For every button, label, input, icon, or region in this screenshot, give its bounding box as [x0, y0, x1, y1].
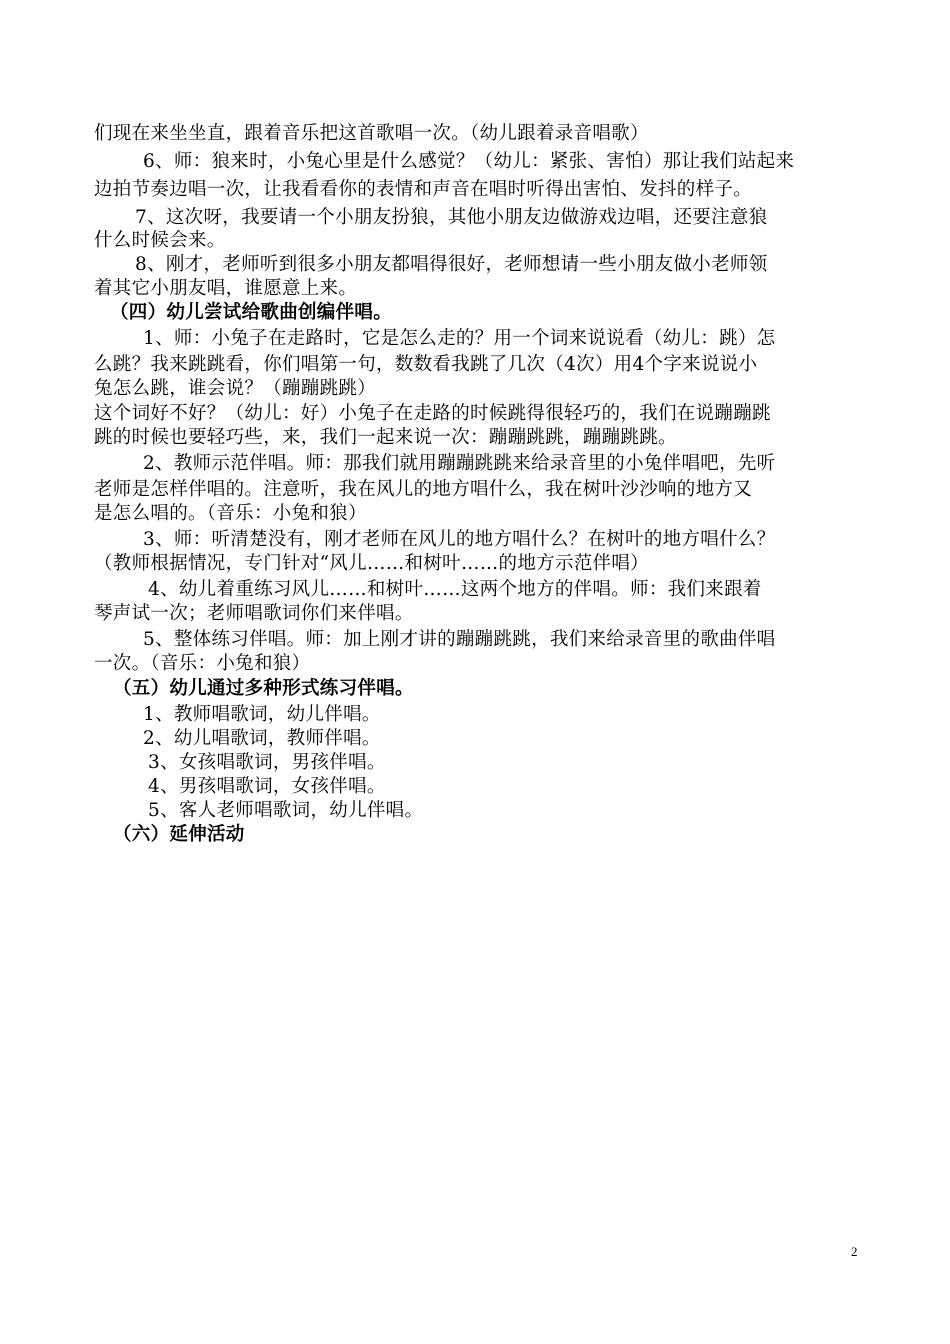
list-item: 4、男孩唱歌词，女孩伴唱。 — [148, 776, 386, 797]
text-line: 6、师：狼来时，小兔心里是什么感觉？（幼儿：紧张、害怕）那让我们站起来 — [143, 151, 795, 172]
text-line: 着其它小朋友唱，谁愿意上来。 — [94, 278, 358, 299]
list-item: 3、女孩唱歌词，男孩伴唱。 — [148, 752, 386, 773]
text-line: 们现在来坐坐直，跟着音乐把这首歌唱一次。（幼儿跟着录音唱歌） — [94, 123, 649, 144]
text-line: 4、幼儿着重练习风儿……和树叶……这两个地方的伴唱。师：我们来跟着 — [148, 579, 762, 600]
text-line: 么跳？我来跳跳看，你们唱第一句，数数看我跳了几次（4次）用4个字来说说小 — [94, 354, 758, 375]
text-line: 琴声试一次；老师唱歌词你们来伴唱。 — [94, 603, 414, 624]
list-item: 1、教师唱歌词，幼儿伴唱。 — [143, 704, 381, 725]
list-item: 5、客人老师唱歌词，幼儿伴唱。 — [148, 800, 424, 821]
section-heading: （五）幼儿通过多种形式练习伴唱。 — [113, 678, 414, 699]
text-line: 1、师：小兔子在走路时，它是怎么走的？用一个词来说说看（幼儿：跳）怎 — [143, 328, 776, 349]
text-line: 是怎么唱的。（音乐：小兔和狼） — [94, 503, 367, 524]
section-heading: （六）延伸活动 — [113, 824, 245, 845]
text-line: 3、师：听清楚没有，刚才老师在风儿的地方唱什么？在树叶的地方唱什么？ — [143, 529, 776, 550]
text-line: 7、这次呀，我要请一个小朋友扮狼，其他小朋友边做游戏边唱，还要注意狼 — [135, 207, 768, 228]
text-line: 老师是怎样伴唱的。注意听，我在风儿的地方唱什么，我在树叶沙沙响的地方又 — [94, 479, 753, 500]
page-number: 2 — [851, 1244, 858, 1259]
text-line: 边拍节奏边唱一次，让我看看你的表情和声音在唱时听得出害怕、发抖的样子。 — [94, 179, 753, 200]
text-line: （教师根据情况，专门针对“风儿……和树叶……的地方示范伴唱） — [94, 553, 649, 574]
text-line: 这个词好不好？（幼儿：好）小兔子在走路的时候跳得很轻巧的，我们在说蹦蹦跳 — [94, 403, 771, 424]
text-line: 一次。（音乐：小兔和狼） — [94, 653, 311, 674]
text-line: 2、教师示范伴唱。师：那我们就用蹦蹦跳跳来给录音里的小兔伴唱吧，先听 — [143, 453, 776, 474]
text-line: 什么时候会来。 — [94, 230, 226, 251]
text-line: 5、整体练习伴唱。师：加上刚才讲的蹦蹦跳跳，我们来给录音里的歌曲伴唱 — [143, 629, 776, 650]
text-line: 跳的时候也要轻巧些，来，我们一起来说一次：蹦蹦跳跳，蹦蹦跳跳。 — [94, 427, 677, 448]
text-line: 兔怎么跳，谁会说？（蹦蹦跳跳） — [94, 378, 377, 399]
section-heading: （四）幼儿尝试给歌曲创编伴唱。 — [110, 302, 393, 323]
list-item: 2、幼儿唱歌词，教师伴唱。 — [143, 728, 381, 749]
text-line: 8、刚才，老师听到很多小朋友都唱得很好，老师想请一些小朋友做小老师领 — [135, 254, 768, 275]
